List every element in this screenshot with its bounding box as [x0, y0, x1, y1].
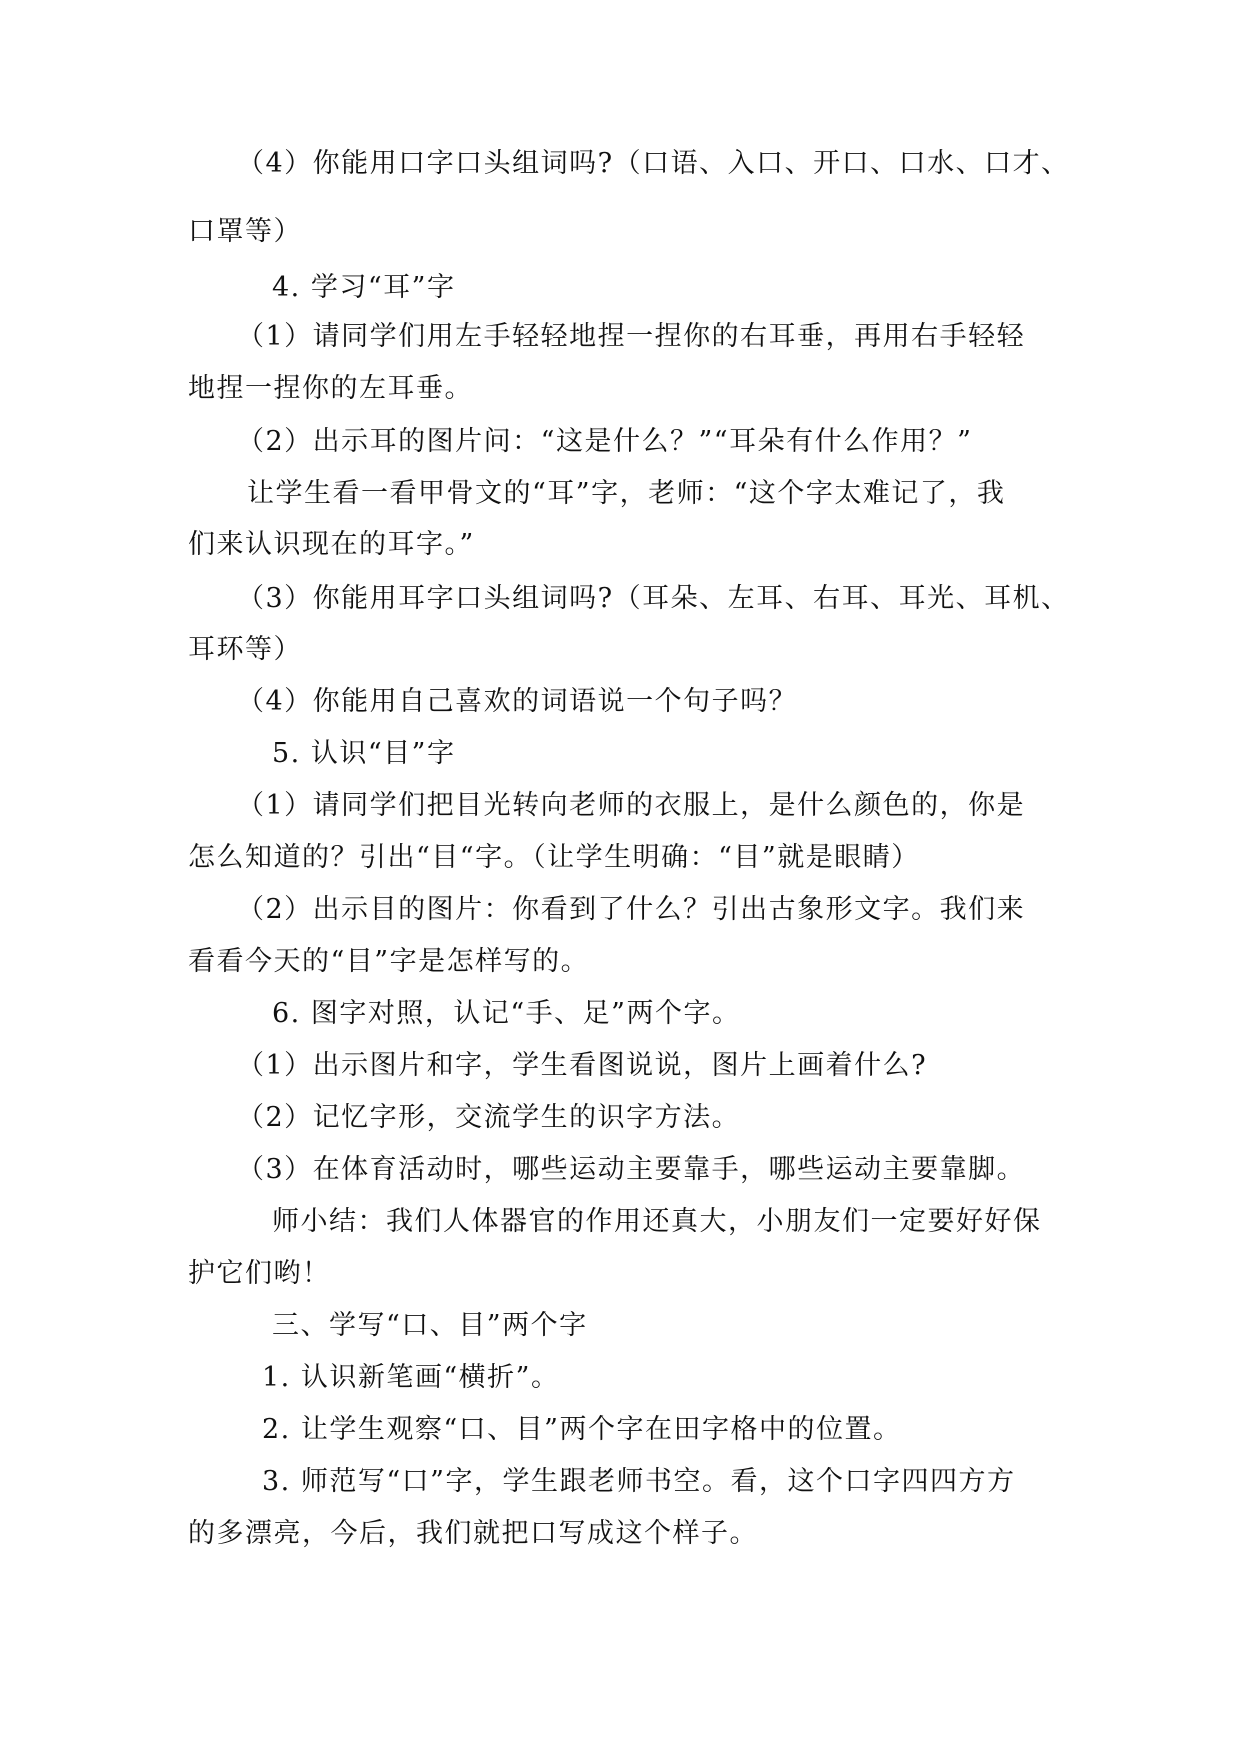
- text-line: 看看今天的“目”字是怎样写的。: [188, 946, 590, 977]
- text-line: （3）你能用耳字口头组词吗?（耳朵、左耳、右耳、耳光、耳机、: [237, 583, 1070, 614]
- text-line: 让学生看一看甲骨文的“耳”字，老师：“这个字太难记了，我: [247, 478, 1006, 509]
- text-line: （1）请同学们用左手轻轻地捏一捏你的右耳垂，再用右手轻轻: [237, 321, 1026, 352]
- section-heading: 4. 学习“耳”字: [272, 272, 456, 303]
- text-line: 们来认识现在的耳字。”: [188, 529, 475, 560]
- text-line: （2）记忆字形，交流学生的识字方法。: [237, 1102, 741, 1133]
- text-line: 耳环等）: [188, 634, 302, 665]
- text-line: 护它们哟！: [188, 1258, 331, 1289]
- section-heading: 三、学写“口、目”两个字: [272, 1310, 588, 1341]
- text-line: （4）你能用口字口头组词吗?（口语、入口、开口、口水、口才、: [237, 148, 1070, 179]
- text-line: 2. 让学生观察“口、目”两个字在田字格中的位置。: [262, 1414, 902, 1445]
- text-line: 怎么知道的？引出“目“字。（让学生明确：“目”就是眼睛）: [188, 842, 920, 873]
- text-line: 师小结：我们人体器官的作用还真大，小朋友们一定要好好保: [272, 1206, 1042, 1237]
- text-line: （1）出示图片和字，学生看图说说，图片上画着什么?: [237, 1050, 928, 1081]
- text-line: （4）你能用自己喜欢的词语说一个句子吗？: [237, 686, 798, 717]
- text-line: 3. 师范写“口”字，学生跟老师书空。看，这个口字四四方方: [262, 1466, 1016, 1497]
- section-heading: 5. 认识“目”字: [272, 738, 456, 769]
- text-line: 口罩等）: [188, 216, 302, 247]
- text-line: 的多漂亮，今后，我们就把口写成这个样子。: [188, 1518, 758, 1549]
- text-line: 1. 认识新笔画“横折”。: [262, 1362, 560, 1393]
- text-line: （3）在体育活动时，哪些运动主要靠手，哪些运动主要靠脚。: [237, 1154, 1026, 1185]
- section-heading: 6. 图字对照，认记“手、足”两个字。: [272, 998, 741, 1029]
- text-line: （2）出示目的图片：你看到了什么？引出古象形文字。我们来: [237, 894, 1026, 925]
- text-line: （2）出示耳的图片问：“这是什么？”“耳朵有什么作用？”: [237, 426, 973, 457]
- text-line: 地捏一捏你的左耳垂。: [188, 373, 473, 404]
- text-line: （1）请同学们把目光转向老师的衣服上，是什么颜色的，你是: [237, 790, 1026, 821]
